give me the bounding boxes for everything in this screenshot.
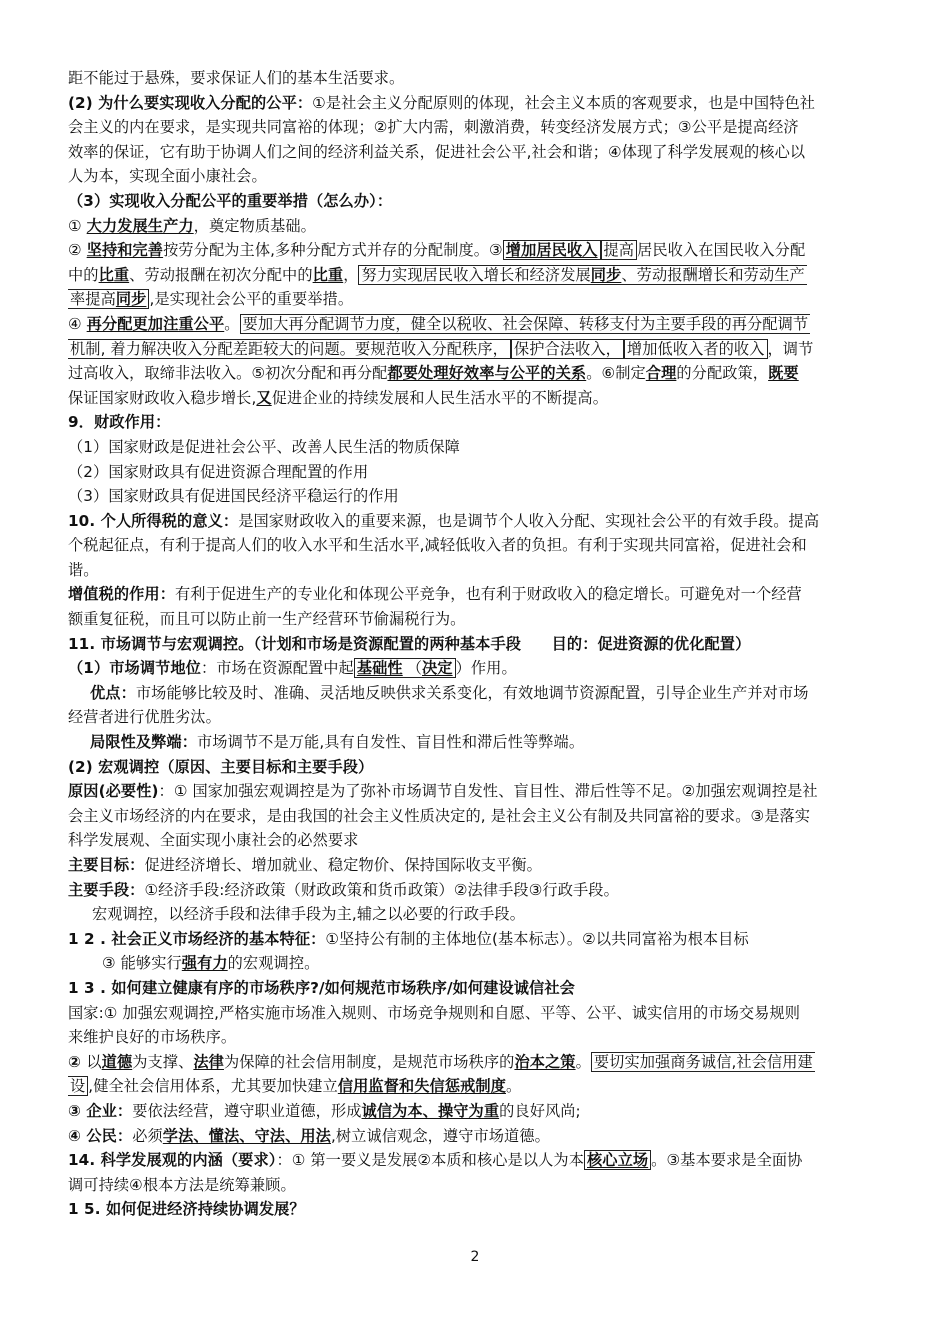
section-heading: （3）实现收入分配公平的重要举措（怎么办）： <box>68 191 393 210</box>
section-heading: 1 3 . 如何建立健康有序的市场秩序?/如何规范市场秩序/如何建设诚信社会 <box>68 978 575 997</box>
text-line: ③ 企业：要依法经营，遵守职业道德，形成诚信为本、操守为重的良好风尚; <box>68 1101 581 1120</box>
list-item: （3）国家财政具有促进国民经济平稳运行的作用 <box>68 487 399 506</box>
section-heading: 9．财政作用： <box>68 413 171 432</box>
text-line: 设 ,健全社会信用体系，尤其要加快建立信用监督和失信惩戒制度。 <box>70 1077 522 1096</box>
text-line: 额重复征税，而且可以防止前一生产经营环节偷漏税行为。 <box>68 610 466 629</box>
text-line: ② 坚持和完善按劳分配为主体,多种分配方式并存的分配制度。③ 增加居民收入 提高 居民收入在国民收入分配 <box>68 241 806 260</box>
text-line: 会主义的内在要求，是实现共同富裕的体现；②扩大内需，刺激消费，转变经济发展方式；③公平是提高经济 <box>68 118 799 137</box>
text-line: 经营者进行优胜劣汰。 <box>68 708 221 727</box>
text-line: ① 大力发展生产力，奠定物质基础。 <box>68 216 316 235</box>
section-heading: 11. 市场调节与宏观调控。（计划和市场是资源配置的两种基本手段 目的：促进资源的优化配置） <box>68 634 751 653</box>
text-line: 10. 个人所得税的意义：是国家财政收入的重要来源，也是调节个人收入分配、实现社会公平的有效手段。提高 <box>68 511 820 530</box>
text-line: 1 2 . 社会正义市场经济的基本特征：①坚持公有制的主体地位(基本标志）。②以共同富裕为根本目标 <box>68 929 749 948</box>
text-line: ④ 再分配更加注重公平。 要加大再分配调节力度，健全以税收、社会保障、转移支付为主要手段的再分配调节 <box>68 314 809 333</box>
text-line: 机制, 着力解决收入分配差距较大的问题。要规范收入分配秩序， 保护合法收入， 增加低收入者的收入 ，调节 <box>70 339 814 358</box>
text-line: 过高收入，取缔非法收入。⑤初次分配和再分配都要处理好效率与公平的关系。⑥制定合理的分配政策，既要 <box>68 364 799 383</box>
text-line: 局限性及弊端：市场调节不是万能,具有自发性、盲目性和滞后性等弊端。 <box>90 733 585 752</box>
text-line: （1）市场调节地位：市场在资源配置中起 基础性 （决定 ）作用。 <box>68 659 517 678</box>
list-item: （1）国家财政是促进社会公平、改善人民生活的物质保障 <box>68 437 460 456</box>
text-line: 优点：市场能够比较及时、准确、灵活地反映供求关系变化，有效地调节资源配置，引导企业生产并对市场 <box>90 683 809 702</box>
text-line: 保证国家财政收入稳步增长,又促进企业的持续发展和人民生活水平的不断提高。 <box>68 388 609 407</box>
document-body <box>68 66 884 1222</box>
page-number: 2 <box>470 1249 480 1265</box>
text-line: 科学发展观、全面实现小康社会的必然要求 <box>68 831 359 850</box>
text-line: 率提高同步 ,是实现社会公平的重要举措。 <box>70 290 354 309</box>
list-item: （2）国家财政具有促进资源合理配置的作用 <box>68 462 369 481</box>
text-line: 个税起征点，有利于提高人们的收入水平和生活水平,减轻低收入者的负担。有利于实现共同富裕，促进社会和 <box>68 536 807 555</box>
text-line: 会主义市场经济的内在要求，是由我国的社会主义性质决定的, 是社会主义公有制及共同富裕的要求。③是落实 <box>68 806 811 825</box>
text-line: 14. 科学发展观的内涵（要求）：① 第一要义是发展②本质和核心是以人为本 核心立场 。③基本要求是全面协 <box>68 1151 803 1170</box>
text-line: 效率的保证，它有助于协调人们之间的经济利益关系，促进社会公平,社会和谐；④体现了科学发展观的核心以 <box>68 142 806 161</box>
text-line: 调可持续④根本方法是统筹兼顾。 <box>68 1175 296 1194</box>
text-line: (2) 为什么要实现收入分配的公平：①是社会主义分配原则的体现，社会主义本质的客观要求，也是中国特色社 <box>68 93 816 112</box>
text-line: 主要手段：①经济手段:经济政策（财政政策和货币政策）②法律手段③行政手段。 <box>68 880 619 899</box>
text-line: 谐。 <box>68 560 99 579</box>
text-line: 来维护良好的市场秩序。 <box>68 1028 237 1047</box>
section-heading: 1 5. 如何促进经济持续协调发展？ <box>68 1200 305 1219</box>
text-line: 增值税的作用：有利于促进生产的专业化和体现公平竞争，也有利于财政收入的稳定增长。可避免对一个经营 <box>68 585 802 604</box>
text-line: 人为本，实现全面小康社会。 <box>68 167 267 186</box>
section-heading: (2) 宏观调控（原因、主要目标和主要手段） <box>68 757 374 776</box>
text-line: ③ 能够实行强有力的宏观调控。 <box>102 954 320 973</box>
text-line: ② 以道德为支撑、法律为保障的社会信用制度，是规范市场秩序的治本之策。 要切实加强商务诚信,社会信用建 <box>68 1052 813 1071</box>
text-line: ④ 公民：必须学法、懂法、守法、用法,树立诚信观念，遵守市场道德。 <box>68 1126 550 1145</box>
text-line: 中的比重、劳动报酬在初次分配中的比重， 努力实现居民收入增长和经济发展同步、劳动报酬增长和劳动生产 <box>68 265 805 284</box>
text-line: 宏观调控，以经济手段和法律手段为主,辅之以必要的行政手段。 <box>92 905 525 924</box>
text-line: 距不能过于悬殊，要求保证人们的基本生活要求。 <box>68 69 405 87</box>
text-line: 主要目标：促进经济增长、增加就业、稳定物价、保持国际收支平衡。 <box>68 856 542 874</box>
text-line: 国家:① 加强宏观调控,严格实施市场准入规则、市场竞争规则和自愿、平等、公平、诚实信用的市场交易规则 <box>68 1003 801 1022</box>
text-line: 原因(必要性)：① 国家加强宏观调控是为了弥补市场调节自发性、盲目性、滞后性等不足。②加强宏观调控是社 <box>68 782 818 801</box>
